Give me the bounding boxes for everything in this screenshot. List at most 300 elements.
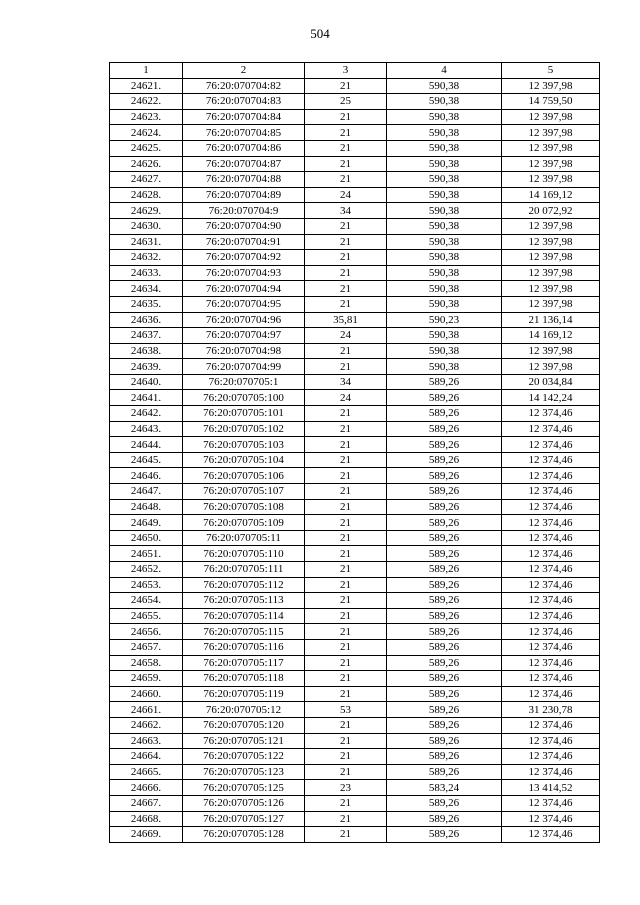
cadastral-number-cell: 76:20:070705:125	[183, 780, 305, 796]
amount-cell: 20 034,84	[502, 374, 600, 390]
area-cell: 34	[305, 374, 387, 390]
cadastral-number-cell: 76:20:070705:108	[183, 499, 305, 515]
table-row	[110, 390, 600, 406]
amount-cell: 13 414,52	[502, 780, 600, 796]
row-number-cell: 24660.	[110, 686, 183, 702]
rate-cell: 589,26	[387, 562, 502, 578]
row-number-cell: 24662.	[110, 717, 183, 733]
cadastral-number-cell: 76:20:070705:106	[183, 468, 305, 484]
area-cell: 21	[305, 484, 387, 500]
cadastral-number-cell: 76:20:070705:11	[183, 530, 305, 546]
rate-cell: 590,38	[387, 234, 502, 250]
cadastral-number-cell: 76:20:070705:114	[183, 608, 305, 624]
rate-cell: 589,26	[387, 764, 502, 780]
table-row	[110, 203, 600, 219]
header-col-1: 1	[110, 63, 183, 79]
rate-cell: 589,26	[387, 437, 502, 453]
amount-cell: 12 374,46	[502, 437, 600, 453]
table-row	[110, 218, 600, 234]
area-cell: 21	[305, 265, 387, 281]
table-row	[110, 374, 600, 390]
cadastral-number-cell: 76:20:070704:91	[183, 234, 305, 250]
header-col-2: 2	[183, 63, 305, 79]
amount-cell: 12 374,46	[502, 671, 600, 687]
table-row	[110, 125, 600, 141]
rate-cell: 590,38	[387, 109, 502, 125]
row-number-cell: 24646.	[110, 468, 183, 484]
rate-cell: 590,38	[387, 359, 502, 375]
amount-cell: 12 374,46	[502, 811, 600, 827]
cadastral-number-cell: 76:20:070705:12	[183, 702, 305, 718]
area-cell: 21	[305, 234, 387, 250]
amount-cell: 12 374,46	[502, 686, 600, 702]
cadastral-number-cell: 76:20:070704:87	[183, 156, 305, 172]
row-number-cell: 24623.	[110, 109, 183, 125]
rate-cell: 590,38	[387, 296, 502, 312]
cadastral-number-cell: 76:20:070705:121	[183, 733, 305, 749]
amount-cell: 12 374,46	[502, 452, 600, 468]
rate-cell: 589,26	[387, 811, 502, 827]
table-row	[110, 156, 600, 172]
table-row	[110, 234, 600, 250]
table-row	[110, 452, 600, 468]
cadastral-number-cell: 76:20:070705:103	[183, 437, 305, 453]
cadastral-number-cell: 76:20:070705:111	[183, 562, 305, 578]
table-row	[110, 94, 600, 110]
amount-cell: 12 397,98	[502, 156, 600, 172]
row-number-cell: 24630.	[110, 218, 183, 234]
area-cell: 21	[305, 733, 387, 749]
amount-cell: 14 142,24	[502, 390, 600, 406]
amount-cell: 12 374,46	[502, 639, 600, 655]
amount-cell: 12 374,46	[502, 577, 600, 593]
table-row	[110, 78, 600, 94]
table-row	[110, 686, 600, 702]
rate-cell: 583,24	[387, 780, 502, 796]
row-number-cell: 24640.	[110, 374, 183, 390]
table-row	[110, 468, 600, 484]
rate-cell: 589,26	[387, 421, 502, 437]
cadastral-number-cell: 76:20:070705:120	[183, 717, 305, 733]
table-row	[110, 827, 600, 843]
cadastral-number-cell: 76:20:070705:127	[183, 811, 305, 827]
rate-cell: 589,26	[387, 608, 502, 624]
table-row	[110, 562, 600, 578]
amount-cell: 12 397,98	[502, 109, 600, 125]
cadastral-number-cell: 76:20:070705:118	[183, 671, 305, 687]
amount-cell: 20 072,92	[502, 203, 600, 219]
table-row	[110, 795, 600, 811]
area-cell: 24	[305, 390, 387, 406]
amount-cell: 12 397,98	[502, 218, 600, 234]
cadastral-number-cell: 76:20:070704:90	[183, 218, 305, 234]
header-row	[110, 63, 600, 79]
cadastral-number-cell: 76:20:070705:100	[183, 390, 305, 406]
rate-cell: 590,38	[387, 203, 502, 219]
rate-cell: 589,26	[387, 530, 502, 546]
rate-cell: 590,38	[387, 172, 502, 188]
row-number-cell: 24635.	[110, 296, 183, 312]
area-cell: 21	[305, 296, 387, 312]
row-number-cell: 24643.	[110, 421, 183, 437]
row-number-cell: 24645.	[110, 452, 183, 468]
header-col-5: 5	[502, 63, 600, 79]
table-row	[110, 172, 600, 188]
cadastral-number-cell: 76:20:070705:1	[183, 374, 305, 390]
amount-cell: 21 136,14	[502, 312, 600, 328]
cadastral-number-cell: 76:20:070704:99	[183, 359, 305, 375]
header-col-4: 4	[387, 63, 502, 79]
amount-cell: 12 374,46	[502, 827, 600, 843]
row-number-cell: 24653.	[110, 577, 183, 593]
rate-cell: 590,38	[387, 94, 502, 110]
table-row	[110, 421, 600, 437]
rate-cell: 589,26	[387, 717, 502, 733]
area-cell: 21	[305, 406, 387, 422]
area-cell: 21	[305, 281, 387, 297]
row-number-cell: 24644.	[110, 437, 183, 453]
rate-cell: 589,26	[387, 452, 502, 468]
rate-cell: 589,26	[387, 671, 502, 687]
rate-cell: 590,38	[387, 265, 502, 281]
row-number-cell: 24667.	[110, 795, 183, 811]
row-number-cell: 24647.	[110, 484, 183, 500]
cadastral-number-cell: 76:20:070705:104	[183, 452, 305, 468]
cadastral-number-cell: 76:20:070704:83	[183, 94, 305, 110]
row-number-cell: 24663.	[110, 733, 183, 749]
table-row	[110, 764, 600, 780]
table-row	[110, 733, 600, 749]
cadastral-number-cell: 76:20:070704:97	[183, 328, 305, 344]
area-cell: 21	[305, 78, 387, 94]
area-cell: 21	[305, 172, 387, 188]
amount-cell: 12 374,46	[502, 733, 600, 749]
area-cell: 21	[305, 530, 387, 546]
cadastral-number-cell: 76:20:070705:110	[183, 546, 305, 562]
area-cell: 25	[305, 94, 387, 110]
cadastral-number-cell: 76:20:070705:109	[183, 515, 305, 531]
cadastral-number-cell: 76:20:070705:115	[183, 624, 305, 640]
area-cell: 21	[305, 624, 387, 640]
area-cell: 53	[305, 702, 387, 718]
table-row	[110, 577, 600, 593]
area-cell: 21	[305, 359, 387, 375]
area-cell: 23	[305, 780, 387, 796]
cadastral-number-cell: 76:20:070704:96	[183, 312, 305, 328]
cadastral-number-cell: 76:20:070704:89	[183, 187, 305, 203]
row-number-cell: 24628.	[110, 187, 183, 203]
row-number-cell: 24636.	[110, 312, 183, 328]
area-cell: 21	[305, 250, 387, 266]
cadastral-number-cell: 76:20:070705:112	[183, 577, 305, 593]
area-cell: 21	[305, 562, 387, 578]
table-row	[110, 437, 600, 453]
area-cell: 21	[305, 639, 387, 655]
amount-cell: 12 397,98	[502, 343, 600, 359]
amount-cell: 14 759,50	[502, 94, 600, 110]
area-cell: 21	[305, 764, 387, 780]
rate-cell: 589,26	[387, 686, 502, 702]
amount-cell: 12 397,98	[502, 296, 600, 312]
area-cell: 24	[305, 187, 387, 203]
cadastral-number-cell: 76:20:070704:88	[183, 172, 305, 188]
area-cell: 21	[305, 546, 387, 562]
area-cell: 24	[305, 328, 387, 344]
area-cell: 21	[305, 218, 387, 234]
table-row	[110, 140, 600, 156]
area-cell: 21	[305, 468, 387, 484]
rate-cell: 590,38	[387, 125, 502, 141]
cadastral-number-cell: 76:20:070704:86	[183, 140, 305, 156]
cadastral-number-cell: 76:20:070705:107	[183, 484, 305, 500]
row-number-cell: 24652.	[110, 562, 183, 578]
table-row	[110, 780, 600, 796]
amount-cell: 12 374,46	[502, 624, 600, 640]
rate-cell: 589,26	[387, 795, 502, 811]
area-cell: 21	[305, 749, 387, 765]
table-row	[110, 187, 600, 203]
amount-cell: 14 169,12	[502, 187, 600, 203]
rate-cell: 589,26	[387, 390, 502, 406]
rate-cell: 589,26	[387, 406, 502, 422]
cadastral-number-cell: 76:20:070704:84	[183, 109, 305, 125]
rate-cell: 590,38	[387, 328, 502, 344]
rate-cell: 589,26	[387, 468, 502, 484]
area-cell: 21	[305, 608, 387, 624]
table-row	[110, 109, 600, 125]
table-row	[110, 811, 600, 827]
row-number-cell: 24639.	[110, 359, 183, 375]
page-number: 504	[310, 26, 330, 41]
table-row	[110, 312, 600, 328]
amount-cell: 12 374,46	[502, 593, 600, 609]
amount-cell: 12 397,98	[502, 234, 600, 250]
cadastral-number-cell: 76:20:070705:123	[183, 764, 305, 780]
rate-cell: 589,26	[387, 374, 502, 390]
area-cell: 21	[305, 109, 387, 125]
row-number-cell: 24638.	[110, 343, 183, 359]
amount-cell: 12 397,98	[502, 265, 600, 281]
area-cell: 21	[305, 140, 387, 156]
row-number-cell: 24642.	[110, 406, 183, 422]
cadastral-number-cell: 76:20:070704:93	[183, 265, 305, 281]
amount-cell: 12 397,98	[502, 250, 600, 266]
row-number-cell: 24648.	[110, 499, 183, 515]
amount-cell: 12 374,46	[502, 421, 600, 437]
table-row	[110, 593, 600, 609]
table-row	[110, 702, 600, 718]
row-number-cell: 24632.	[110, 250, 183, 266]
cadastral-number-cell: 76:20:070705:122	[183, 749, 305, 765]
area-cell: 21	[305, 655, 387, 671]
rate-cell: 590,38	[387, 78, 502, 94]
cadastral-number-cell: 76:20:070705:119	[183, 686, 305, 702]
row-number-cell: 24658.	[110, 655, 183, 671]
row-number-cell: 24651.	[110, 546, 183, 562]
area-cell: 21	[305, 343, 387, 359]
cadastral-number-cell: 76:20:070704:85	[183, 125, 305, 141]
row-number-cell: 24621.	[110, 78, 183, 94]
cadastral-number-cell: 76:20:070705:116	[183, 639, 305, 655]
rate-cell: 590,38	[387, 187, 502, 203]
table-row	[110, 655, 600, 671]
amount-cell: 12 397,98	[502, 78, 600, 94]
rate-cell: 589,26	[387, 702, 502, 718]
rate-cell: 589,26	[387, 827, 502, 843]
rate-cell: 590,38	[387, 250, 502, 266]
amount-cell: 12 374,46	[502, 468, 600, 484]
amount-cell: 12 374,46	[502, 749, 600, 765]
rate-cell: 589,26	[387, 624, 502, 640]
row-number-cell: 24631.	[110, 234, 183, 250]
cadastral-number-cell: 76:20:070705:128	[183, 827, 305, 843]
rate-cell: 589,26	[387, 515, 502, 531]
table-row	[110, 515, 600, 531]
table-row	[110, 546, 600, 562]
amount-cell: 12 374,46	[502, 764, 600, 780]
amount-cell: 12 374,46	[502, 717, 600, 733]
row-number-cell: 24627.	[110, 172, 183, 188]
amount-cell: 12 397,98	[502, 140, 600, 156]
amount-cell: 12 397,98	[502, 125, 600, 141]
rate-cell: 590,38	[387, 156, 502, 172]
table-row	[110, 406, 600, 422]
amount-cell: 12 374,46	[502, 499, 600, 515]
amount-cell: 12 374,46	[502, 530, 600, 546]
table-row	[110, 281, 600, 297]
rate-cell: 590,38	[387, 140, 502, 156]
area-cell: 21	[305, 811, 387, 827]
area-cell: 21	[305, 717, 387, 733]
row-number-cell: 24657.	[110, 639, 183, 655]
row-number-cell: 24633.	[110, 265, 183, 281]
table-header	[110, 63, 600, 79]
table-row	[110, 343, 600, 359]
area-cell: 21	[305, 452, 387, 468]
rate-cell: 589,26	[387, 749, 502, 765]
row-number-cell: 24659.	[110, 671, 183, 687]
cadastral-number-cell: 76:20:070705:117	[183, 655, 305, 671]
area-cell: 21	[305, 421, 387, 437]
amount-cell: 12 374,46	[502, 515, 600, 531]
amount-cell: 12 374,46	[502, 484, 600, 500]
amount-cell: 12 397,98	[502, 281, 600, 297]
table-row	[110, 499, 600, 515]
area-cell: 21	[305, 827, 387, 843]
area-cell: 35,81	[305, 312, 387, 328]
area-cell: 34	[305, 203, 387, 219]
rate-cell: 589,26	[387, 655, 502, 671]
rate-cell: 589,26	[387, 484, 502, 500]
cadastral-number-cell: 76:20:070705:102	[183, 421, 305, 437]
row-number-cell: 24669.	[110, 827, 183, 843]
area-cell: 21	[305, 499, 387, 515]
cadastral-number-cell: 76:20:070704:98	[183, 343, 305, 359]
table-row	[110, 265, 600, 281]
area-cell: 21	[305, 125, 387, 141]
rate-cell: 590,23	[387, 312, 502, 328]
amount-cell: 31 230,78	[502, 702, 600, 718]
table-body	[110, 78, 600, 842]
area-cell: 21	[305, 795, 387, 811]
row-number-cell: 24641.	[110, 390, 183, 406]
cadastral-number-cell: 76:20:070704:82	[183, 78, 305, 94]
row-number-cell: 24637.	[110, 328, 183, 344]
row-number-cell: 24629.	[110, 203, 183, 219]
row-number-cell: 24634.	[110, 281, 183, 297]
area-cell: 21	[305, 515, 387, 531]
row-number-cell: 24656.	[110, 624, 183, 640]
cadastral-number-cell: 76:20:070705:113	[183, 593, 305, 609]
row-number-cell: 24661.	[110, 702, 183, 718]
table-row	[110, 639, 600, 655]
rate-cell: 590,38	[387, 343, 502, 359]
amount-cell: 12 397,98	[502, 359, 600, 375]
rate-cell: 589,26	[387, 639, 502, 655]
row-number-cell: 24622.	[110, 94, 183, 110]
row-number-cell: 24666.	[110, 780, 183, 796]
rate-cell: 589,26	[387, 499, 502, 515]
table-row	[110, 250, 600, 266]
area-cell: 21	[305, 577, 387, 593]
rate-cell: 590,38	[387, 281, 502, 297]
cadastral-number-cell: 76:20:070705:101	[183, 406, 305, 422]
cadastral-number-cell: 76:20:070704:94	[183, 281, 305, 297]
amount-cell: 14 169,12	[502, 328, 600, 344]
row-number-cell: 24654.	[110, 593, 183, 609]
table-row	[110, 717, 600, 733]
area-cell: 21	[305, 437, 387, 453]
rate-cell: 589,26	[387, 733, 502, 749]
row-number-cell: 24655.	[110, 608, 183, 624]
area-cell: 21	[305, 156, 387, 172]
amount-cell: 12 374,46	[502, 608, 600, 624]
header-col-3: 3	[305, 63, 387, 79]
cadastral-number-cell: 76:20:070704:95	[183, 296, 305, 312]
cadastral-number-cell: 76:20:070705:126	[183, 795, 305, 811]
amount-cell: 12 374,46	[502, 406, 600, 422]
row-number-cell: 24668.	[110, 811, 183, 827]
rate-cell: 589,26	[387, 546, 502, 562]
amount-cell: 12 374,46	[502, 546, 600, 562]
area-cell: 21	[305, 686, 387, 702]
area-cell: 21	[305, 593, 387, 609]
row-number-cell: 24625.	[110, 140, 183, 156]
table-row	[110, 671, 600, 687]
row-number-cell: 24665.	[110, 764, 183, 780]
table-row	[110, 608, 600, 624]
rate-cell: 589,26	[387, 577, 502, 593]
area-cell: 21	[305, 671, 387, 687]
registry-table	[109, 62, 600, 843]
row-number-cell: 24650.	[110, 530, 183, 546]
table-row	[110, 530, 600, 546]
rate-cell: 589,26	[387, 593, 502, 609]
row-number-cell: 24626.	[110, 156, 183, 172]
cadastral-number-cell: 76:20:070704:92	[183, 250, 305, 266]
table-row	[110, 328, 600, 344]
row-number-cell: 24649.	[110, 515, 183, 531]
row-number-cell: 24624.	[110, 125, 183, 141]
amount-cell: 12 374,46	[502, 655, 600, 671]
table-row	[110, 484, 600, 500]
row-number-cell: 24664.	[110, 749, 183, 765]
cadastral-number-cell: 76:20:070704:9	[183, 203, 305, 219]
table-row	[110, 749, 600, 765]
table-row	[110, 359, 600, 375]
rate-cell: 590,38	[387, 218, 502, 234]
amount-cell: 12 374,46	[502, 795, 600, 811]
